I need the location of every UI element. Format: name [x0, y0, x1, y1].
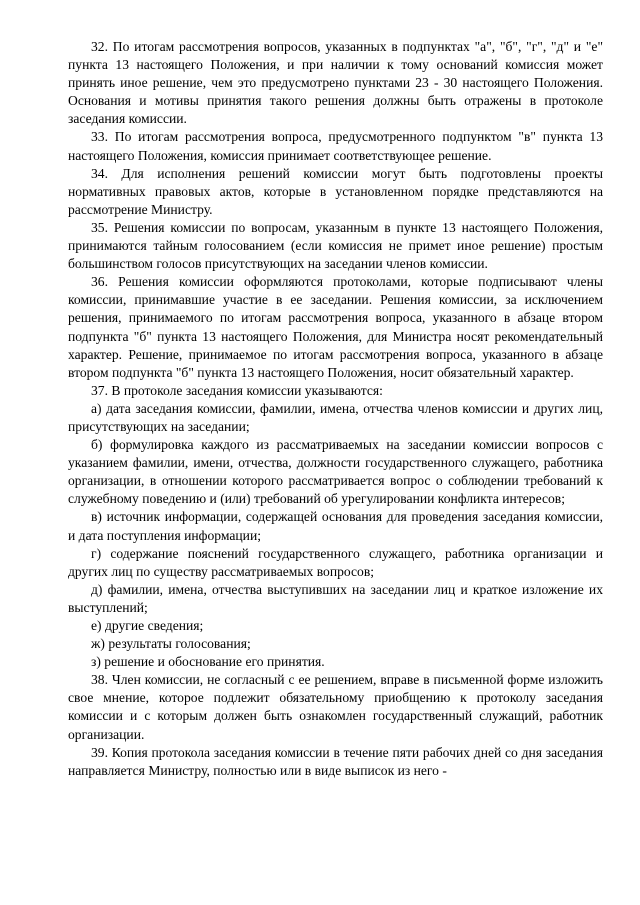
- list-item-g: г) содержание пояснений государственного служащего, работника организации и других лиц по существу рассматриваемых вопросов;: [68, 545, 603, 579]
- list-item-d: д) фамилии, имена, отчества выступивших на заседании лиц и краткое изложение их выступлений;: [68, 581, 603, 615]
- paragraph-36: 36. Решения комиссии оформляются протоколами, которые подписывают члены комиссии, принимавшие участие в ее заседании. Решения комиссии, за исключением решения, принимаемого по итогам рассмотрения вопроса, указанного в абзаце втором подпункта "б" пункта 13 настоящего Положения, для Министра носят рекомендательный характер. Решение, принимаемое по итогам рассмотрения вопроса, указанного в абзаце втором подпункта "б" пункта 13 настоящего Положения, носит обязательный характер.: [68, 274, 603, 380]
- list-item-e: е) другие сведения;: [91, 618, 204, 633]
- paragraph-33: 33. По итогам рассмотрения вопроса, предусмотренного подпунктом "в" пункта 13 настоящего Положения, комиссия принимает соответствующее решение.: [68, 129, 603, 163]
- list-item-z: з) решение и обоснование его принятия.: [91, 654, 325, 670]
- paragraph-34: 34. Для исполнения решений комиссии могут быть подготовлены проекты нормативных правовых актов, которые в установленном порядке представляются на рассмотрение Министру.: [68, 165, 603, 217]
- list-item-v: в) источник информации, содержащей основания для проведения заседания комиссии, и дата поступления информации;: [68, 509, 603, 543]
- list-item-a: а) дата заседания комиссии, фамилии, имена, отчества членов комиссии и других лиц, присутствующих на заседании;: [68, 400, 603, 434]
- document-page: [68, 38, 603, 780]
- paragraph-37: 37. В протоколе заседания комиссии указываются:: [91, 382, 383, 398]
- paragraph-32: 32. По итогам рассмотрения вопросов, указанных в подпунктах "а", "б", "г", "д" и "е" пункта 13 настоящего Положения, и при наличии к тому оснований комиссия может принять иное решение, чем это предусмотрено пунктами 23 - 30 настоящего Положения. Основания и мотивы принятия такого решения должны быть отражены в протоколе заседания комиссии.: [68, 39, 603, 127]
- list-item-b: б) формулировка каждого из рассматриваемых на заседании комиссии вопросов с указанием фамилии, имени, отчества, должности государственного служащего, работника организации, в отношении которого рассматривается вопрос о соблюдении требований к служебному поведению и (или) требований об урегулировании конфликта интересов;: [68, 437, 603, 507]
- list-item-zh: ж) результаты голосования;: [91, 636, 251, 652]
- paragraph-38: 38. Член комиссии, не согласный с ее решением, вправе в письменной форме изложить свое мнение, которое подлежит обязательному приобщению к протоколу заседания комиссии и с которым должен быть ознакомлен государственный служащий, работник организации.: [68, 672, 603, 742]
- paragraph-35: 35. Решения комиссии по вопросам, указанным в пункте 13 настоящего Положения, принимаются тайным голосованием (если комиссия не примет иное решение) простым большинством голосов присутствующих на заседании членов комиссии.: [68, 219, 603, 272]
- paragraph-39: 39. Копия протокола заседания комиссии в течение пяти рабочих дней со дня заседания направляется Министру, полностью или в виде выписок из него -: [68, 744, 603, 778]
